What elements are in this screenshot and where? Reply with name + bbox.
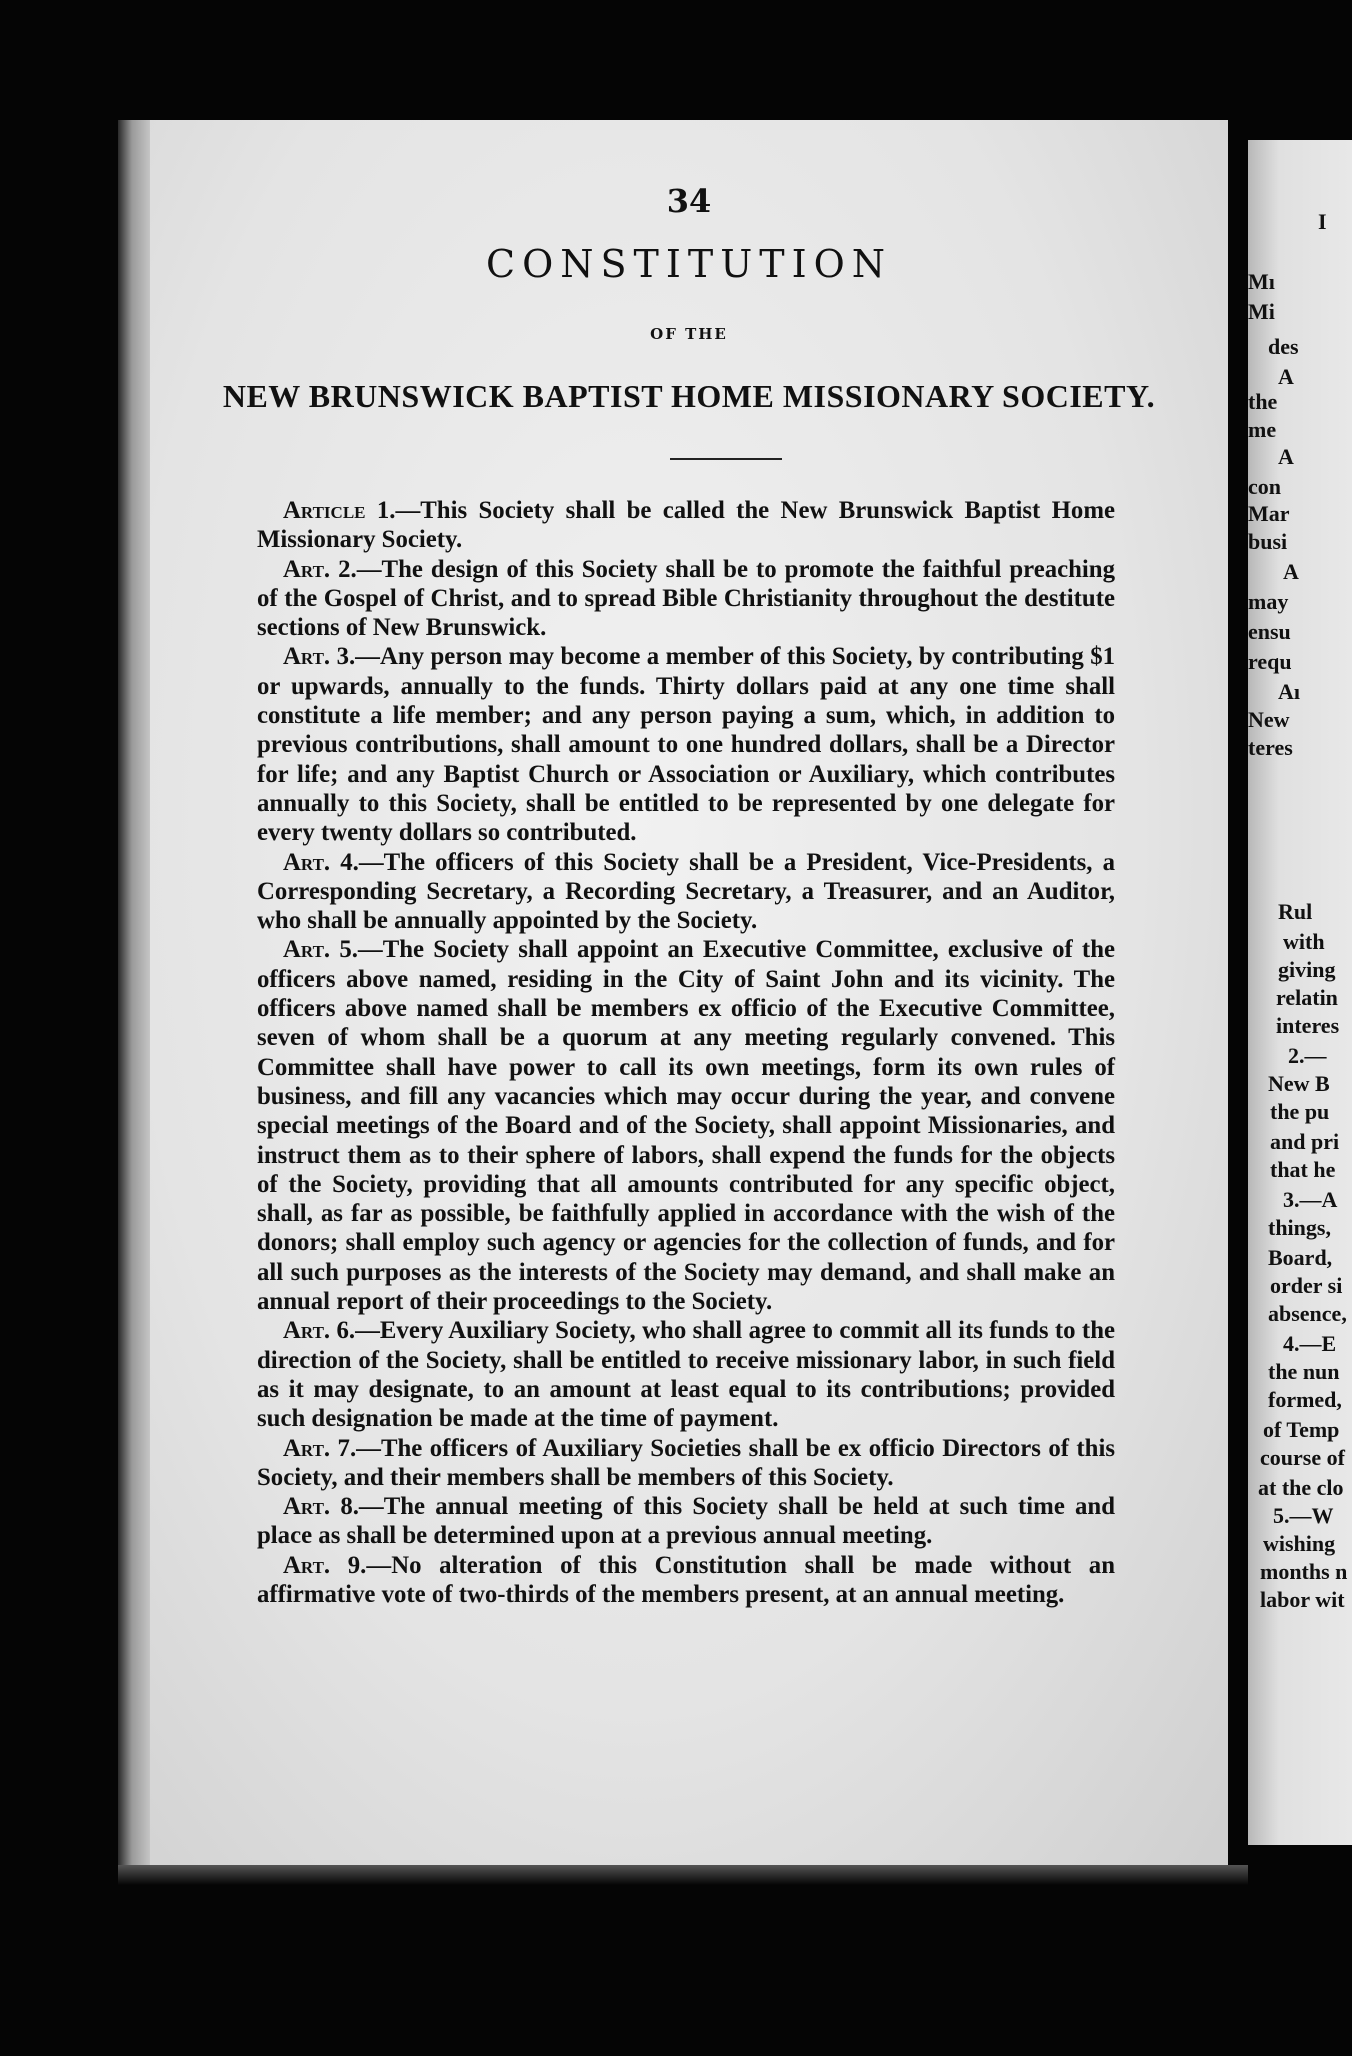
adjacent-page-text-fragment: things, xyxy=(1268,1215,1331,1240)
adjacent-page-text-fragment: ensu xyxy=(1248,619,1291,644)
article-text: —The annual meeting of this Society shall be held at such time and place as shall be determined upon at a previous annual meeting. xyxy=(257,1493,1116,1550)
title-connector: OF THE xyxy=(650,325,728,343)
article-text: —No alteration of this Constitution shall be made without an affirmative vote of two-thirds of the members present, at an annual meeting. xyxy=(257,1551,1115,1608)
adjacent-page-text-fragment: I xyxy=(1318,209,1327,234)
article-heading: Art. 9. xyxy=(283,1551,367,1579)
adjacent-page-text-fragment: requ xyxy=(1248,649,1292,674)
article-heading: Art. 7. xyxy=(283,1434,357,1462)
article-2 xyxy=(257,555,1115,643)
adjacent-page-text-fragment: the xyxy=(1248,389,1278,414)
article-text: —Any person may become a member of this Society, by contributing $1 or upwards, annually to the funds. Thirty dollars paid at any one time shall constitute a life member; and any person paying a sum, which, in addition to previous contributions, shall amount to one hundred dollars, shall be a Director for life; and any Baptist Church or Association or Auxiliary, which contributes annually to this Society, shall be entitled to be represented by one delegate for every twenty dollars so contributed. xyxy=(257,643,1115,847)
adjacent-page-text-fragment: course of xyxy=(1260,1445,1345,1470)
adjacent-page-text-fragment: absence, xyxy=(1268,1301,1347,1326)
adjacent-page-text-fragment: 2.— xyxy=(1288,1043,1327,1068)
adjacent-page-text-fragment: Board, xyxy=(1268,1245,1333,1270)
article-1 xyxy=(257,496,1115,555)
adjacent-page-text-fragment: con xyxy=(1248,474,1281,499)
page-title: CONSTITUTION xyxy=(486,242,892,286)
book-gutter-right xyxy=(1228,140,1248,1860)
book-page xyxy=(150,120,1228,1865)
article-7 xyxy=(257,1434,1115,1493)
adjacent-page-text-fragment: Mar xyxy=(1248,501,1290,526)
adjacent-page-text-fragment: me xyxy=(1248,417,1277,442)
adjacent-page-text-fragment: and pri xyxy=(1270,1129,1340,1154)
article-heading: Art. 2. xyxy=(283,555,357,583)
article-heading: Art. 8. xyxy=(283,1493,359,1521)
adjacent-page-text-fragment: may xyxy=(1248,589,1289,614)
adjacent-page-text-fragment: A xyxy=(1283,559,1299,584)
article-4 xyxy=(257,848,1115,936)
adjacent-page-text-fragment: the nun xyxy=(1268,1359,1340,1384)
article-text: —This Society shall be called the New Brunswick Baptist Home Missionary Society. xyxy=(257,497,1115,554)
article-9 xyxy=(257,1551,1115,1610)
adjacent-page-text-fragment: New B xyxy=(1268,1071,1330,1096)
adjacent-page-text-fragment: New xyxy=(1248,707,1290,732)
adjacent-page-text-fragment: Rul xyxy=(1278,899,1313,924)
adjacent-page-text-fragment: Mi xyxy=(1248,299,1275,324)
article-text: —Every Auxiliary Society, who shall agree to commit all its funds to the direction of the Society, shall be entitled to receive missionary labor, in such field as it may designate, to an amount at least equal to its contributions; provided such designation be made at the time of payment. xyxy=(257,1317,1115,1433)
section-divider xyxy=(670,458,782,460)
adjacent-page-text-fragment: 4.—E xyxy=(1283,1331,1337,1356)
adjacent-page-text-fragment: order si xyxy=(1270,1273,1343,1298)
article-heading: Article 1. xyxy=(283,497,396,524)
adjacent-page-text-fragment: months n xyxy=(1260,1559,1348,1584)
adjacent-page-text-fragment: the pu xyxy=(1270,1099,1330,1124)
adjacent-page-text-fragment: of Temp xyxy=(1263,1417,1340,1442)
adjacent-page-text-fragment: teres xyxy=(1248,735,1293,760)
adjacent-page-text-fragment: Mı xyxy=(1248,269,1275,294)
adjacent-page-text-fragment: at the clo xyxy=(1258,1475,1344,1500)
page-bottom-shadow xyxy=(118,1865,1248,1885)
article-6 xyxy=(257,1316,1115,1433)
adjacent-page-text-fragment: formed, xyxy=(1268,1387,1342,1412)
adjacent-page-text-fragment: A xyxy=(1278,364,1294,389)
adjacent-page-text-fragment: 3.—A xyxy=(1283,1187,1338,1212)
article-heading: Art. 3. xyxy=(283,643,356,671)
adjacent-page-edge xyxy=(1248,140,1352,1845)
article-text: —The officers of this Society shall be a President, Vice-Presidents, a Corresponding Secretary, a Recording Secretary, a Treasurer, and an Auditor, who shall be annually appointed by the Society. xyxy=(257,848,1116,935)
article-3 xyxy=(257,642,1115,847)
adjacent-page-text-fragment: 5.—W xyxy=(1273,1503,1334,1528)
article-8 xyxy=(257,1492,1115,1551)
constitution-body xyxy=(257,496,1115,1609)
article-heading: Art. 5. xyxy=(283,936,358,964)
adjacent-page-text-fragment: wishing xyxy=(1263,1531,1336,1556)
article-text: —The officers of Auxiliary Societies shall be ex officio Directors of this Society, and their members shall be members of this Society. xyxy=(257,1434,1116,1491)
page-number: 34 xyxy=(666,182,712,220)
adjacent-page-text-fragment: interes xyxy=(1276,1013,1340,1038)
adjacent-page-text-fragment: with xyxy=(1283,929,1325,954)
adjacent-page-text-fragment: busi xyxy=(1248,529,1288,554)
article-heading: Art. 4. xyxy=(283,848,359,876)
article-text: —The Society shall appoint an Executive Committee, exclusive of the officers above named, residing in the City of Saint John and its vicinity. The officers above named shall be members ex officio of the Executive Committee, seven of whom shall be a quorum at any meeting regularly convened. This Committee shall have power to call its own meetings, form its own rules of business, and fill any vacancies which may occur during the year, and convene special meetings of the Board and of the Society, shall appoint Missionaries, and instruct them as to their sphere of labors, shall expend the funds for the objects of the Society, providing that all amounts contributed for any specific object, shall, as far as possible, be faithfully applied in accordance with the wish of the donors; shall employ such agency or agencies for the collection of funds, and for all such purposes as the interests of the Society may demand, and shall make an annual report of their proceedings to the Society. xyxy=(257,936,1115,1316)
adjacent-page-text-fragment: relatin xyxy=(1276,985,1338,1010)
adjacent-page-text-fragment: des xyxy=(1268,334,1299,359)
article-heading: Art. 6. xyxy=(283,1317,356,1345)
adjacent-page-text-fragment: Aı xyxy=(1278,679,1300,704)
article-5 xyxy=(257,935,1115,1316)
adjacent-page-text-fragment: A xyxy=(1278,444,1294,469)
adjacent-page-text-fragment: that he xyxy=(1270,1157,1336,1182)
adjacent-page-text-fragment: giving xyxy=(1278,957,1336,982)
article-text: —The design of this Society shall be to promote the faithful preaching of the Gospel of Christ, and to spread Bible Christianity throughout the destitute sections of New Brunswick. xyxy=(257,555,1115,642)
society-name-heading: NEW BRUNSWICK BAPTIST HOME MISSIONARY SOCIETY. xyxy=(222,378,1156,414)
adjacent-page-text-fragment: labor wit xyxy=(1260,1587,1345,1612)
